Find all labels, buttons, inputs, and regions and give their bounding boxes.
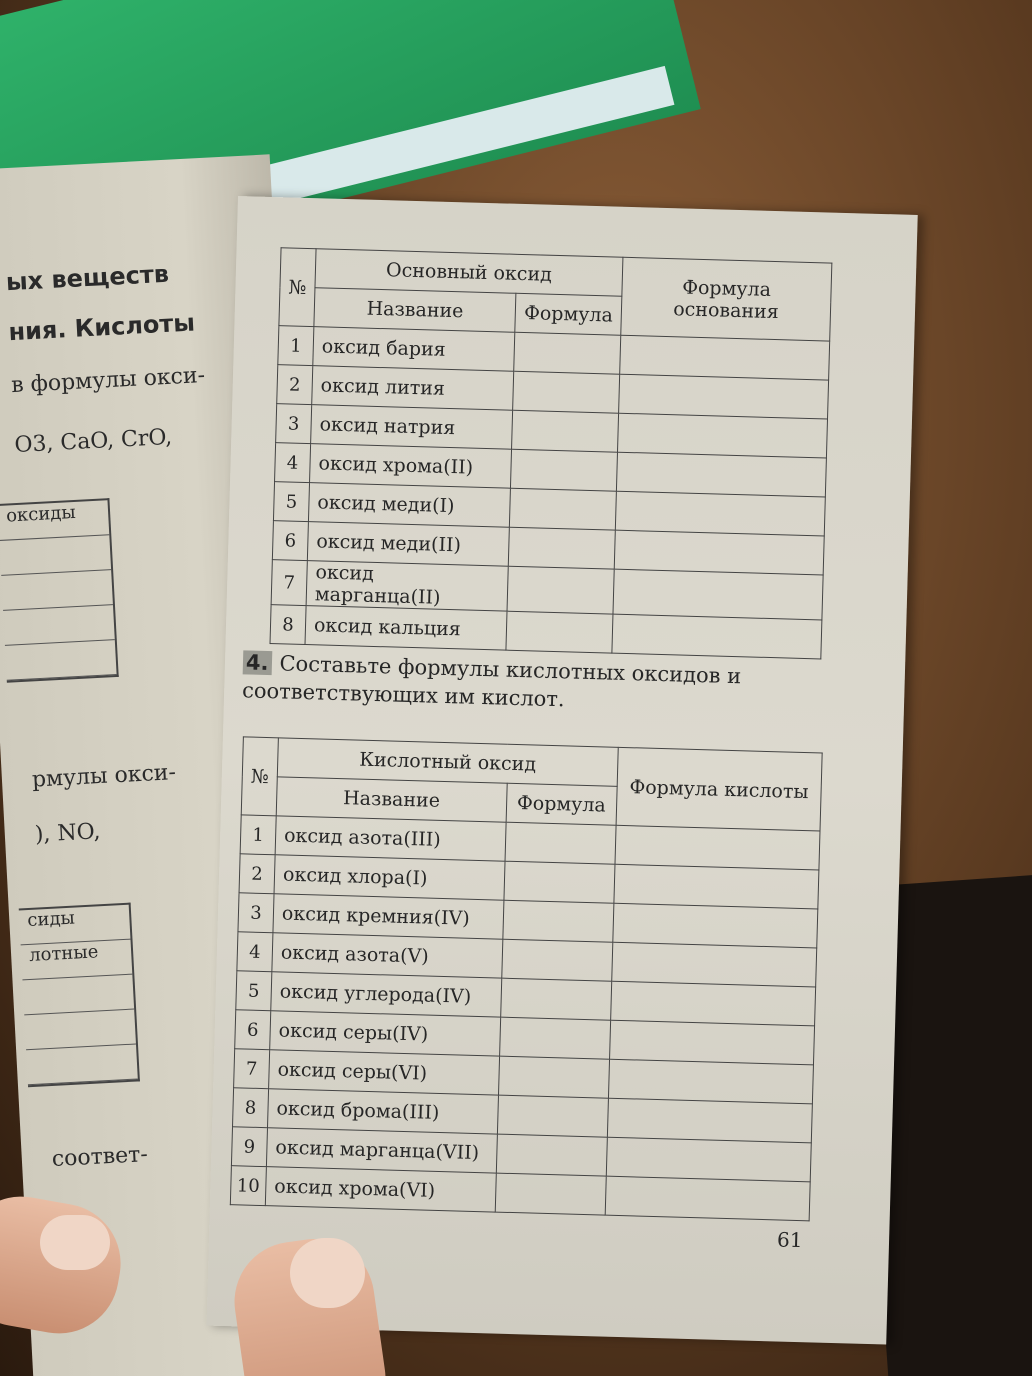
oxide-name: оксид углерода(IV) — [271, 972, 502, 1017]
task-4 — [242, 648, 823, 720]
row-number: 1 — [240, 815, 276, 855]
right-page — [206, 196, 917, 1345]
left-table-row — [22, 975, 134, 1016]
oxide-name: оксид азота(V) — [272, 933, 503, 978]
formula-cell[interactable] — [512, 410, 619, 452]
acid-formula-header: Формула кислоты — [616, 747, 822, 831]
name-header: Название — [314, 288, 516, 333]
row-number: 7 — [271, 560, 307, 606]
left-table-row — [3, 605, 115, 646]
extra-formula-cell[interactable] — [612, 614, 822, 659]
oxide-name: оксид хрома(VI) — [265, 1167, 496, 1212]
name-header: Название — [276, 777, 507, 822]
left-page-line: рмулы окси- — [31, 760, 177, 793]
acid-oxide-rows — [230, 815, 820, 1221]
row-number: 3 — [276, 404, 312, 444]
row-number: 6 — [235, 1010, 271, 1050]
basic-oxide-rows — [270, 326, 830, 659]
row-number: 7 — [234, 1049, 270, 1089]
row-number: 4 — [275, 443, 311, 483]
row-number: 8 — [270, 605, 306, 645]
row-number: 6 — [272, 521, 308, 561]
formula-cell[interactable] — [502, 939, 613, 981]
row-number: 4 — [237, 932, 273, 972]
oxide-name: оксид серы(VI) — [269, 1050, 500, 1095]
left-page-line: в формулы окси- — [10, 363, 206, 399]
formula-cell[interactable] — [504, 861, 615, 903]
formula-cell[interactable] — [498, 1056, 609, 1098]
formula-cell[interactable] — [500, 978, 611, 1020]
formula-cell[interactable] — [505, 822, 616, 864]
fingernail — [40, 1215, 110, 1270]
left-table-header: оксиды — [0, 500, 109, 541]
col-number-header: № — [241, 737, 278, 816]
formula-cell[interactable] — [495, 1173, 606, 1215]
left-page-subheading: ния. Кислоты — [7, 308, 196, 347]
extra-formula-cell[interactable] — [616, 452, 826, 497]
acid-oxide-table — [230, 736, 823, 1221]
row-number: 2 — [239, 854, 275, 894]
extra-formula-cell[interactable] — [614, 864, 819, 909]
oxide-name: оксид меди(II) — [307, 522, 509, 567]
formula-cell[interactable] — [509, 527, 616, 569]
row-number: 8 — [233, 1088, 269, 1128]
left-table-row — [5, 640, 117, 681]
formula-cell[interactable] — [499, 1017, 610, 1059]
base-formula-header: Формула основания — [621, 257, 832, 341]
extra-formula-cell[interactable] — [608, 1059, 813, 1104]
formula-cell[interactable] — [497, 1095, 608, 1137]
task-number: 4. — [243, 650, 272, 675]
row-number: 5 — [236, 971, 272, 1011]
oxide-name: оксид меди(I) — [308, 483, 510, 528]
extra-formula-cell[interactable] — [619, 374, 829, 419]
extra-formula-cell[interactable] — [615, 825, 820, 870]
row-number: 5 — [273, 482, 309, 522]
page-number: 61 — [776, 1227, 803, 1253]
extra-formula-cell[interactable] — [618, 413, 828, 458]
formula-cell[interactable] — [506, 611, 613, 653]
oxide-name: оксид кремния(IV) — [273, 894, 504, 939]
oxide-name: оксид хлора(I) — [274, 855, 505, 900]
col-number-header: № — [279, 248, 316, 327]
left-page-table — [0, 498, 119, 683]
row-number: 2 — [277, 365, 313, 405]
oxide-name: оксид хрома(II) — [310, 444, 512, 489]
left-table-row — [0, 535, 111, 576]
extra-formula-cell[interactable] — [606, 1137, 811, 1182]
formula-cell[interactable] — [514, 332, 621, 374]
left-table-row — [1, 570, 113, 611]
oxide-name: оксид брома(III) — [267, 1089, 498, 1134]
basic-oxide-table — [270, 247, 833, 659]
extra-formula-cell[interactable] — [610, 981, 815, 1026]
group-header: Основный оксид — [315, 249, 623, 297]
formula-cell[interactable] — [507, 566, 614, 614]
left-table-row — [24, 1010, 136, 1051]
oxide-name: оксид бария — [313, 327, 515, 372]
formula-cell[interactable] — [510, 488, 617, 530]
row-number: 9 — [231, 1127, 267, 1167]
row-number: 1 — [278, 326, 314, 366]
oxide-name: оксид марганца(II) — [306, 561, 508, 612]
formula-header: Формула — [506, 783, 617, 825]
extra-formula-cell[interactable] — [612, 942, 817, 987]
formula-cell[interactable] — [496, 1134, 607, 1176]
left-table-row — [26, 1045, 138, 1086]
extra-formula-cell[interactable] — [613, 903, 818, 948]
left-page-table — [19, 903, 140, 1088]
oxide-name: оксид лития — [312, 366, 514, 411]
oxide-name: оксид марганца(VII) — [266, 1128, 497, 1173]
oxide-name: оксид серы(IV) — [270, 1011, 501, 1056]
extra-formula-cell[interactable] — [614, 530, 824, 575]
extra-formula-cell[interactable] — [607, 1098, 812, 1143]
row-number: 10 — [230, 1166, 266, 1206]
row-number: 3 — [238, 893, 274, 933]
formula-cell[interactable] — [503, 900, 614, 942]
thumbnail — [290, 1238, 365, 1308]
oxide-name: оксид азота(III) — [275, 816, 506, 861]
left-page-heading: ых веществ — [5, 259, 170, 297]
oxide-name: оксид кальция — [305, 606, 507, 651]
task-text: Составьте формулы кислотных оксидов и соответствующих им кислот. — [241, 651, 742, 712]
left-table-header: сиды — [19, 905, 131, 946]
formula-cell[interactable] — [511, 449, 618, 491]
left-page-line: ), NO, — [34, 819, 102, 848]
left-page-line: соответ- — [51, 1142, 149, 1173]
extra-formula-cell[interactable] — [609, 1020, 814, 1065]
formula-header: Формула — [515, 293, 622, 335]
group-header: Кислотный оксид — [277, 738, 618, 786]
extra-formula-cell[interactable] — [620, 335, 830, 380]
extra-formula-cell[interactable] — [615, 491, 825, 536]
left-table-subheader: лотные — [21, 940, 133, 981]
oxide-name: оксид натрия — [311, 405, 513, 450]
formula-cell[interactable] — [513, 371, 620, 413]
extra-formula-cell[interactable] — [605, 1176, 810, 1221]
extra-formula-cell[interactable] — [613, 569, 823, 620]
left-page-line: O3, CaO, CrO, — [13, 424, 173, 459]
